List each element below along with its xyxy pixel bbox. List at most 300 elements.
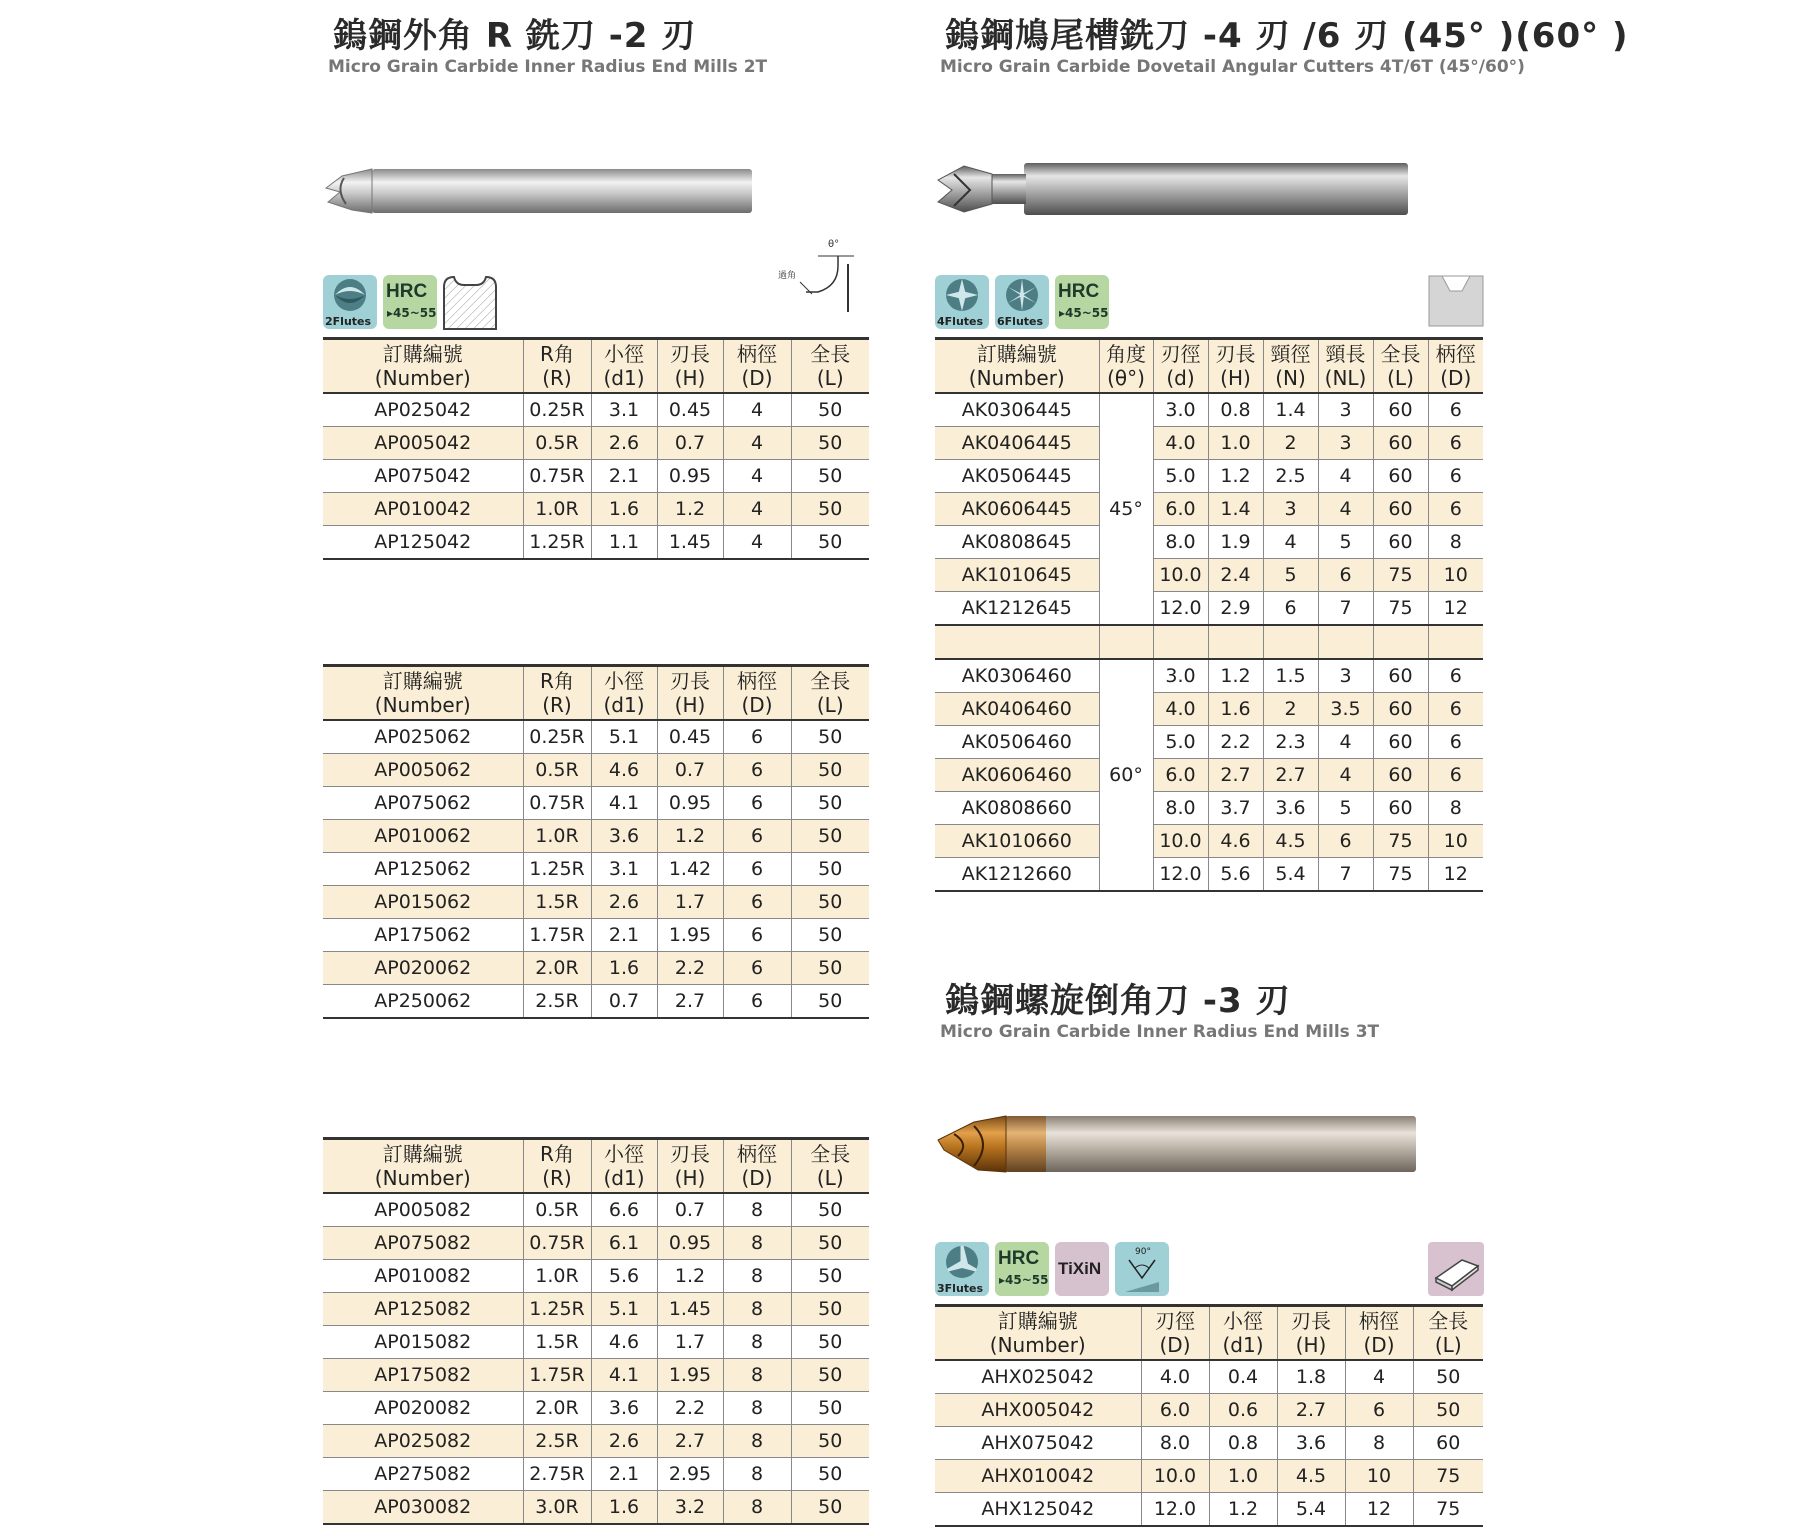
value-cell: 3	[1318, 427, 1373, 460]
value-cell: 4	[723, 493, 791, 526]
value-cell: 0.5R	[523, 427, 591, 460]
value-cell: 6	[1428, 726, 1483, 759]
column-header: 頸長 (NL)	[1318, 339, 1373, 394]
value-cell: 0.4	[1209, 1360, 1277, 1394]
tixin-coating-icon: TiXiN	[1055, 1242, 1109, 1296]
order-number-cell: AK0406445	[935, 427, 1099, 460]
table-row	[323, 1227, 869, 1260]
value-cell: 50	[791, 853, 869, 886]
hrc-icon: HRC ▸45~55	[995, 1242, 1049, 1296]
table-row	[323, 886, 869, 919]
value-cell: 1.0	[1208, 427, 1263, 460]
value-cell: 3.1	[591, 393, 657, 427]
value-cell: 50	[791, 820, 869, 853]
value-cell: 5	[1318, 526, 1373, 559]
value-cell: 1.45	[657, 1293, 723, 1326]
value-cell: 10	[1428, 559, 1483, 592]
value-cell: 12.0	[1141, 1493, 1209, 1527]
table-row	[323, 1491, 869, 1525]
value-cell: 3.5	[1318, 693, 1373, 726]
value-cell: 50	[791, 1193, 869, 1227]
value-cell: 0.75R	[523, 1227, 591, 1260]
value-cell: 1.2	[1208, 460, 1263, 493]
value-cell: 12	[1428, 592, 1483, 626]
table-row	[323, 493, 869, 526]
value-cell: 50	[1413, 1360, 1483, 1394]
column-header: 全長 (L)	[1373, 339, 1428, 394]
order-number-cell: AP010082	[323, 1260, 523, 1293]
value-cell: 8	[723, 1491, 791, 1525]
value-cell: 2.6	[591, 1425, 657, 1458]
empty-cell	[1263, 625, 1318, 659]
column-header: 小徑 (d1)	[591, 1139, 657, 1194]
value-cell: 4.0	[1153, 693, 1208, 726]
value-cell: 60	[1373, 393, 1428, 427]
order-number-cell: AK0606445	[935, 493, 1099, 526]
column-header: 訂購編號 (Number)	[323, 666, 523, 721]
value-cell: 0.5R	[523, 754, 591, 787]
value-cell: 2.0R	[523, 1392, 591, 1425]
table-row	[323, 427, 869, 460]
value-cell: 8.0	[1141, 1427, 1209, 1460]
spiral-title: 鎢鋼螺旋倒角刀 -3 刃	[945, 981, 1291, 1021]
value-cell: 6	[723, 754, 791, 787]
value-cell: 8	[723, 1193, 791, 1227]
value-cell: 5.6	[591, 1260, 657, 1293]
value-cell: 3.6	[591, 820, 657, 853]
value-cell: 1.5R	[523, 1326, 591, 1359]
value-cell: 4.6	[1208, 825, 1263, 858]
value-cell: 6	[1428, 759, 1483, 792]
value-cell: 1.25R	[523, 526, 591, 560]
table-row	[935, 792, 1483, 825]
value-cell: 3	[1263, 493, 1318, 526]
value-cell: 2.7	[1263, 759, 1318, 792]
angle-cell: 60°	[1099, 659, 1153, 891]
table-row	[935, 427, 1483, 460]
separator-row	[935, 625, 1483, 659]
value-cell: 1.2	[657, 1260, 723, 1293]
order-number-cell: AP075082	[323, 1227, 523, 1260]
value-cell: 75	[1373, 825, 1428, 858]
value-cell: 8	[723, 1458, 791, 1491]
outer-r-subtitle: Micro Grain Carbide Inner Radius End Mills 2T	[328, 57, 768, 77]
dovetail-table	[935, 337, 1483, 892]
value-cell: 75	[1373, 559, 1428, 592]
value-cell: 2	[1263, 693, 1318, 726]
outer-r-table-2	[323, 664, 869, 1019]
value-cell: 8	[723, 1260, 791, 1293]
column-header: 訂購編號 (Number)	[935, 1306, 1141, 1361]
value-cell: 1.42	[657, 853, 723, 886]
table-row	[935, 693, 1483, 726]
value-cell: 60	[1373, 759, 1428, 792]
value-cell: 8	[1428, 792, 1483, 825]
dovetail-slot-icon	[1428, 275, 1484, 327]
value-cell: 2	[1263, 427, 1318, 460]
value-cell: 1.2	[1208, 659, 1263, 693]
value-cell: 6	[1428, 693, 1483, 726]
column-header: 刃長 (H)	[657, 666, 723, 721]
table-row	[323, 460, 869, 493]
column-header: 小徑 (d1)	[591, 666, 657, 721]
value-cell: 0.8	[1208, 393, 1263, 427]
value-cell: 1.6	[591, 493, 657, 526]
value-cell: 50	[791, 754, 869, 787]
column-header: 全長 (L)	[1413, 1306, 1483, 1361]
table-row	[935, 659, 1483, 693]
value-cell: 10	[1428, 825, 1483, 858]
outer-r-table-1	[323, 337, 869, 560]
value-cell: 2.7	[1277, 1394, 1345, 1427]
column-header: 柄徑 (D)	[1428, 339, 1483, 394]
hrc-icon: HRC ▸45~55	[1055, 275, 1109, 329]
value-cell: 3.6	[591, 1392, 657, 1425]
table-row	[323, 787, 869, 820]
value-cell: 50	[791, 1458, 869, 1491]
value-cell: 1.95	[657, 1359, 723, 1392]
value-cell: 1.8	[1277, 1360, 1345, 1394]
value-cell: 6	[723, 919, 791, 952]
empty-cell	[1373, 625, 1428, 659]
value-cell: 4.5	[1263, 825, 1318, 858]
value-cell: 60	[1373, 792, 1428, 825]
column-header: 柄徑 (D)	[723, 1139, 791, 1194]
value-cell: 60	[1373, 693, 1428, 726]
value-cell: 2.2	[657, 952, 723, 985]
order-number-cell: AHX075042	[935, 1427, 1141, 1460]
value-cell: 2.2	[1208, 726, 1263, 759]
value-cell: 0.5R	[523, 1193, 591, 1227]
table-row	[935, 726, 1483, 759]
value-cell: 1.6	[591, 1491, 657, 1525]
value-cell: 8	[723, 1392, 791, 1425]
value-cell: 12	[1428, 858, 1483, 892]
value-cell: 7	[1318, 858, 1373, 892]
value-cell: 6.6	[591, 1193, 657, 1227]
value-cell: 2.95	[657, 1458, 723, 1491]
value-cell: 6	[1428, 659, 1483, 693]
column-header: R角 (R)	[523, 339, 591, 394]
order-number-cell: AP175082	[323, 1359, 523, 1392]
value-cell: 5.0	[1153, 726, 1208, 759]
column-header: 刃徑 (d)	[1153, 339, 1208, 394]
value-cell: 50	[791, 886, 869, 919]
value-cell: 5.1	[591, 720, 657, 754]
table-row	[935, 858, 1483, 892]
order-number-cell: AK0808645	[935, 526, 1099, 559]
value-cell: 50	[791, 526, 869, 560]
value-cell: 2.7	[657, 985, 723, 1019]
order-number-cell: AHX025042	[935, 1360, 1141, 1394]
table-row	[935, 526, 1483, 559]
value-cell: 2.5	[1263, 460, 1318, 493]
order-number-cell: AHX010042	[935, 1460, 1141, 1493]
order-number-cell: AK0506460	[935, 726, 1099, 759]
value-cell: 50	[791, 919, 869, 952]
value-cell: 50	[791, 1491, 869, 1525]
value-cell: 1.6	[1208, 693, 1263, 726]
value-cell: 4	[723, 460, 791, 493]
value-cell: 1.75R	[523, 1359, 591, 1392]
value-cell: 10.0	[1153, 825, 1208, 858]
value-cell: 4	[723, 393, 791, 427]
value-cell: 1.95	[657, 919, 723, 952]
value-cell: 3.1	[591, 853, 657, 886]
value-cell: 2.75R	[523, 1458, 591, 1491]
table-row	[935, 460, 1483, 493]
value-cell: 4.5	[1277, 1460, 1345, 1493]
table-row	[935, 1493, 1483, 1527]
value-cell: 4	[723, 526, 791, 560]
value-cell: 2.5R	[523, 985, 591, 1019]
value-cell: 1.5	[1263, 659, 1318, 693]
value-cell: 10	[1345, 1460, 1413, 1493]
value-cell: 2.6	[591, 886, 657, 919]
empty-cell	[1428, 625, 1483, 659]
value-cell: 75	[1373, 592, 1428, 626]
value-cell: 5.1	[591, 1293, 657, 1326]
value-cell: 3.0	[1153, 393, 1208, 427]
value-cell: 75	[1373, 858, 1428, 892]
value-cell: 4	[1345, 1360, 1413, 1394]
value-cell: 8	[723, 1326, 791, 1359]
value-cell: 6	[1428, 393, 1483, 427]
order-number-cell: AK0606460	[935, 759, 1099, 792]
value-cell: 6	[1318, 559, 1373, 592]
table-row	[323, 720, 869, 754]
column-header: 頸徑 (N)	[1263, 339, 1318, 394]
value-cell: 12	[1345, 1493, 1413, 1527]
4flutes-icon: 4Flutes	[935, 275, 989, 329]
svg-text:90°: 90°	[1135, 1247, 1151, 1257]
value-cell: 10.0	[1141, 1460, 1209, 1493]
column-header: R角 (R)	[523, 1139, 591, 1194]
value-cell: 50	[791, 1425, 869, 1458]
hrc-icon: HRC ▸45~55	[383, 275, 437, 329]
table-row	[935, 1460, 1483, 1493]
order-number-cell: AP015062	[323, 886, 523, 919]
empty-cell	[1318, 625, 1373, 659]
value-cell: 5.4	[1277, 1493, 1345, 1527]
value-cell: 8	[1428, 526, 1483, 559]
value-cell: 2.3	[1263, 726, 1318, 759]
order-number-cell: AK0406460	[935, 693, 1099, 726]
dovetail-subtitle: Micro Grain Carbide Dovetail Angular Cutters 4T/6T (45°/60°)	[940, 57, 1525, 77]
value-cell: 6	[1318, 825, 1373, 858]
value-cell: 50	[791, 787, 869, 820]
value-cell: 2.6	[591, 427, 657, 460]
column-header: 刃長 (H)	[1208, 339, 1263, 394]
value-cell: 60	[1373, 526, 1428, 559]
value-cell: 8	[723, 1227, 791, 1260]
order-number-cell: AP125082	[323, 1293, 523, 1326]
value-cell: 75	[1413, 1493, 1483, 1527]
table-row	[323, 919, 869, 952]
value-cell: 3.6	[1263, 792, 1318, 825]
value-cell: 6.0	[1153, 493, 1208, 526]
value-cell: 1.0R	[523, 493, 591, 526]
order-number-cell: AP025082	[323, 1425, 523, 1458]
order-number-cell: AHX125042	[935, 1493, 1141, 1527]
column-header: 小徑 (d1)	[1209, 1306, 1277, 1361]
value-cell: 4.6	[591, 754, 657, 787]
value-cell: 6	[723, 886, 791, 919]
column-header: 柄徑 (D)	[723, 339, 791, 394]
value-cell: 50	[791, 1260, 869, 1293]
spiral-tool-image	[934, 1110, 1418, 1178]
value-cell: 50	[791, 720, 869, 754]
value-cell: 0.25R	[523, 393, 591, 427]
order-number-cell: AP025042	[323, 393, 523, 427]
value-cell: 1.2	[657, 493, 723, 526]
value-cell: 6	[1345, 1394, 1413, 1427]
value-cell: 8.0	[1153, 526, 1208, 559]
value-cell: 6	[723, 985, 791, 1019]
dovetail-title: 鎢鋼鳩尾槽銑刀 -4 刃 /6 刃 (45° )(60° )	[945, 16, 1629, 56]
table-row	[323, 820, 869, 853]
column-header: 角度 (θ°)	[1099, 339, 1153, 394]
value-cell: 60	[1413, 1427, 1483, 1460]
table-row	[935, 1427, 1483, 1460]
value-cell: 50	[1413, 1394, 1483, 1427]
table-row	[935, 493, 1483, 526]
value-cell: 6	[1263, 592, 1318, 626]
value-cell: 10.0	[1153, 559, 1208, 592]
column-header: 刃長 (H)	[657, 339, 723, 394]
value-cell: 2.4	[1208, 559, 1263, 592]
value-cell: 60	[1373, 460, 1428, 493]
table-row	[935, 592, 1483, 626]
value-cell: 0.25R	[523, 720, 591, 754]
value-cell: 3	[1318, 659, 1373, 693]
value-cell: 50	[791, 493, 869, 526]
empty-cell	[1153, 625, 1208, 659]
value-cell: 8	[723, 1359, 791, 1392]
order-number-cell: AP005062	[323, 754, 523, 787]
column-header: 刃長 (H)	[1277, 1306, 1345, 1361]
value-cell: 2.2	[657, 1392, 723, 1425]
90-degree-angle-icon	[1115, 1242, 1169, 1296]
value-cell: 6	[723, 952, 791, 985]
empty-cell	[935, 625, 1099, 659]
value-cell: 50	[791, 1326, 869, 1359]
value-cell: 50	[791, 1293, 869, 1326]
order-number-cell: AP075062	[323, 787, 523, 820]
value-cell: 75	[1413, 1460, 1483, 1493]
value-cell: 0.7	[657, 1193, 723, 1227]
order-number-cell: AK0808660	[935, 792, 1099, 825]
value-cell: 50	[791, 1392, 869, 1425]
value-cell: 60	[1373, 493, 1428, 526]
order-number-cell: AK0506445	[935, 460, 1099, 493]
value-cell: 50	[791, 985, 869, 1019]
column-header: 訂購編號 (Number)	[323, 339, 523, 394]
value-cell: 1.2	[1209, 1493, 1277, 1527]
value-cell: 1.4	[1263, 393, 1318, 427]
value-cell: 3.6	[1277, 1427, 1345, 1460]
value-cell: 4.0	[1141, 1360, 1209, 1394]
column-header: R角 (R)	[523, 666, 591, 721]
value-cell: 6.0	[1141, 1394, 1209, 1427]
column-header: 訂購編號 (Number)	[935, 339, 1099, 394]
value-cell: 4	[1318, 759, 1373, 792]
order-number-cell: AP125042	[323, 526, 523, 560]
value-cell: 0.95	[657, 1227, 723, 1260]
value-cell: 1.6	[591, 952, 657, 985]
6flutes-icon: 6Flutes	[995, 275, 1049, 329]
value-cell: 0.7	[657, 427, 723, 460]
value-cell: 5	[1263, 559, 1318, 592]
column-header: 訂購編號 (Number)	[323, 1139, 523, 1194]
value-cell: 3.0R	[523, 1491, 591, 1525]
order-number-cell: AK1010660	[935, 825, 1099, 858]
order-number-cell: AP125062	[323, 853, 523, 886]
angle-cell: 45°	[1099, 393, 1153, 625]
value-cell: 0.45	[657, 393, 723, 427]
value-cell: 1.7	[657, 1326, 723, 1359]
order-number-cell: AP010042	[323, 493, 523, 526]
table-row	[323, 754, 869, 787]
value-cell: 0.75R	[523, 460, 591, 493]
value-cell: 6	[723, 820, 791, 853]
table-row	[935, 393, 1483, 427]
value-cell: 6	[1428, 493, 1483, 526]
column-header: 刃長 (H)	[657, 1139, 723, 1194]
order-number-cell: AP250062	[323, 985, 523, 1019]
table-row	[323, 1293, 869, 1326]
value-cell: 1.0R	[523, 1260, 591, 1293]
table-row	[323, 1260, 869, 1293]
order-number-cell: AK1212645	[935, 592, 1099, 626]
value-cell: 4.6	[591, 1326, 657, 1359]
order-number-cell: AK1212660	[935, 858, 1099, 892]
theta-label: θ°	[828, 239, 840, 250]
order-number-cell: AK1010645	[935, 559, 1099, 592]
value-cell: 0.6	[1209, 1394, 1277, 1427]
value-cell: 1.9	[1208, 526, 1263, 559]
table-row	[323, 985, 869, 1019]
column-header: 小徑 (d1)	[591, 339, 657, 394]
table-row	[323, 1425, 869, 1458]
order-number-cell: AP275082	[323, 1458, 523, 1491]
outer-r-title: 鎢鋼外角 R 銑刀 -2 刃	[333, 16, 697, 56]
value-cell: 1.25R	[523, 853, 591, 886]
value-cell: 1.4	[1208, 493, 1263, 526]
value-cell: 3.0	[1153, 659, 1208, 693]
order-number-cell: AP020062	[323, 952, 523, 985]
angle-label: 過角	[778, 271, 797, 281]
table-row	[935, 1360, 1483, 1394]
value-cell: 4.1	[591, 1359, 657, 1392]
value-cell: 8	[723, 1293, 791, 1326]
column-header: 全長 (L)	[791, 1139, 869, 1194]
value-cell: 1.5R	[523, 886, 591, 919]
value-cell: 2.1	[591, 460, 657, 493]
chamfer-part-icon	[1428, 1242, 1484, 1296]
value-cell: 5	[1318, 792, 1373, 825]
column-header: 柄徑 (D)	[723, 666, 791, 721]
table-row	[935, 1394, 1483, 1427]
table-row	[323, 1359, 869, 1392]
order-number-cell: AP020082	[323, 1392, 523, 1425]
value-cell: 1.25R	[523, 1293, 591, 1326]
value-cell: 2.9	[1208, 592, 1263, 626]
value-cell: 8	[1345, 1427, 1413, 1460]
value-cell: 2.7	[1208, 759, 1263, 792]
value-cell: 8	[723, 1425, 791, 1458]
value-cell: 8.0	[1153, 792, 1208, 825]
